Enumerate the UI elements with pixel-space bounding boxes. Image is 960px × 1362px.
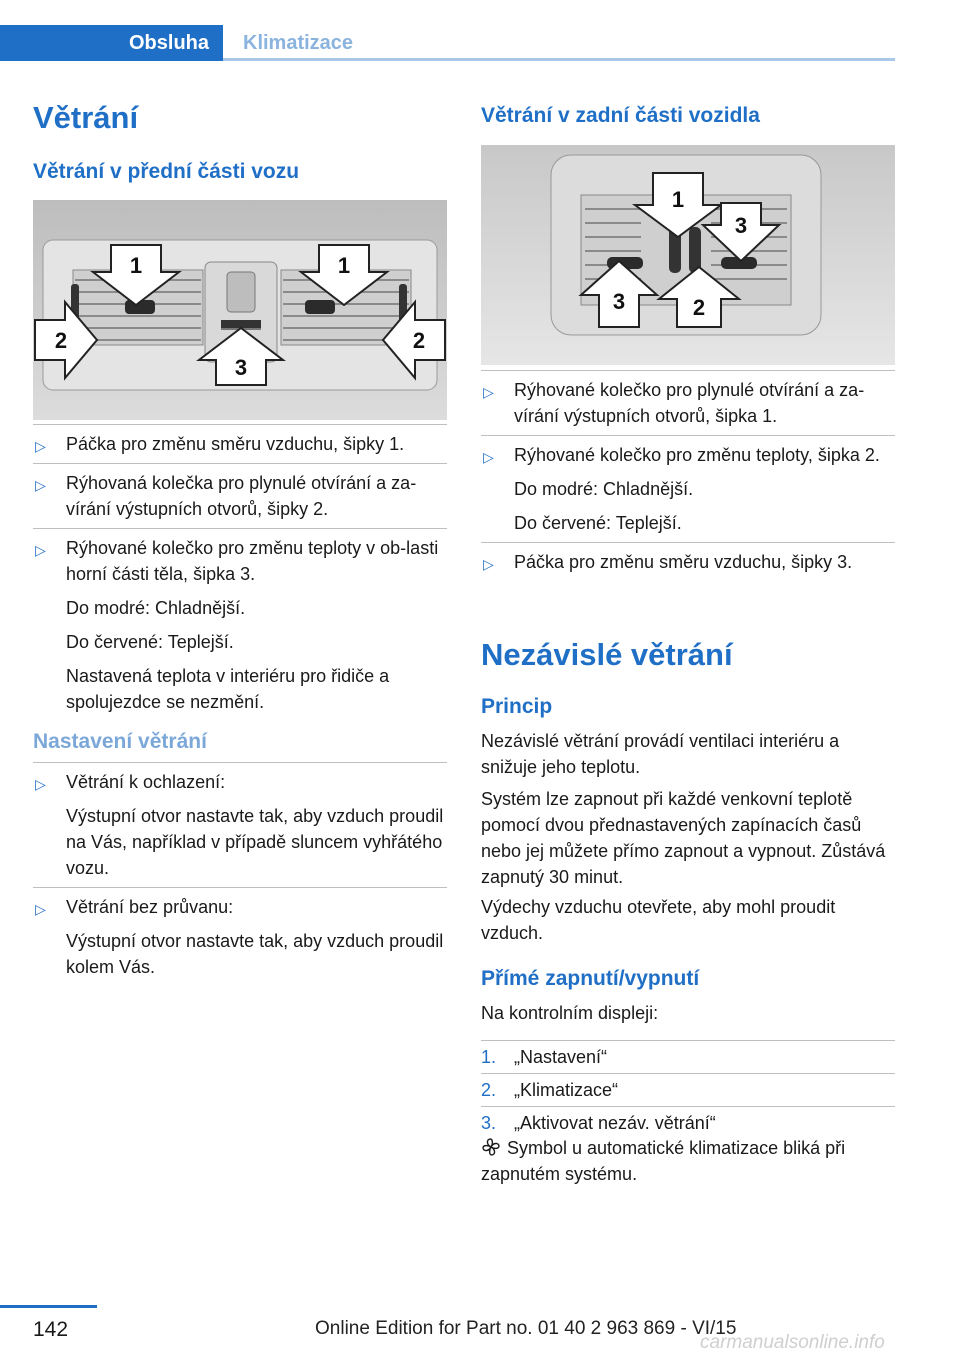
paragraph: Systém lze zapnout při každé venkovní teplotě pomocí dvou přednastavených zapínacích časů nebo jej můžete přímo zapnout a vypnout. Zůstává zapnutý 30 minut.: [481, 789, 886, 887]
list-subtext: Do červené: Teplejší.: [514, 513, 682, 533]
fan-symbol-note: Symbol u automatické klimatizace bliká při zapnutém systému.: [481, 1138, 846, 1184]
ventilation-settings-list: [33, 762, 447, 986]
paragraph: Nezávislé větrání provádí ventilaci interiéru a snižuje jeho teplotu.: [481, 731, 840, 777]
rear-arrow-label: 3: [612, 289, 626, 314]
list-item: ▷ Rýhovaná kolečka pro plynulé otvírání a za‐vírání výstupních otvorů, šipky 2.: [33, 463, 447, 528]
paragraph: Výdechy vzduchu otevřete, aby mohl proudit vzduch.: [481, 897, 836, 943]
bullet-triangle-icon: ▷: [35, 438, 46, 454]
fan-icon: [481, 1137, 501, 1157]
front-arrow-label: 1: [129, 253, 143, 278]
rear-vents-photo: [481, 145, 895, 365]
list-item: ▷ Rýhované kolečko pro změnu teploty v ob‐lasti horní části těla, šipka 3. Do modré: Chladnější. Do červené: Teplejší. Nastavená teplota v interiéru pro řidiče a spolujezdce se nezmění.: [33, 528, 447, 721]
bullet-triangle-icon: ▷: [35, 901, 46, 917]
section-title-independent-ventilation: Nezávislé větrání: [481, 637, 733, 672]
subtitle-ventilation-settings: Nastavení větrání: [33, 730, 207, 753]
subtitle-direct-on-off: Přímé zapnutí/vypnutí: [481, 967, 700, 990]
chapter-tabs: [0, 25, 895, 61]
subtitle-princip: Princip: [481, 695, 553, 718]
tab-klimatizace[interactable]: Klimatizace: [243, 31, 354, 54]
list-subtext: Do modré: Chladnější.: [66, 598, 246, 618]
bullet-triangle-icon: ▷: [35, 477, 46, 493]
rear-vents-illustration: [481, 145, 895, 365]
paragraph: Na kontrolním displeji:: [481, 1003, 659, 1023]
watermark: carmanualsonline.info: [700, 1332, 885, 1353]
subtitle-rear-ventilation: Větrání v zadní části vozidla: [481, 104, 760, 127]
front-arrow-label: 2: [54, 328, 68, 353]
tab-rule: [223, 58, 895, 61]
front-arrow-label: 3: [234, 355, 248, 380]
front-vents-photo: [33, 200, 447, 420]
subtitle-front-ventilation: Větrání v přední části vozu: [33, 160, 300, 183]
list-item: ▷ Rýhované kolečko pro plynulé otvírání a za‐vírání výstupních otvorů, šipka 1.: [481, 370, 895, 435]
bullet-triangle-icon: ▷: [35, 542, 46, 558]
edition-note: Online Edition for Part no. 01 40 2 963 869 - VI/15: [315, 1318, 737, 1339]
front-ventilation-list: [33, 424, 447, 721]
paragraph: [481, 1135, 895, 1187]
list-item: ▷ Páčka pro změnu směru vzduchu, šipky 3.: [481, 542, 895, 581]
bullet-triangle-icon: ▷: [35, 776, 46, 792]
section-title-vetrani: Větrání: [33, 100, 139, 135]
tab-obsluha[interactable]: Obsluha: [0, 25, 223, 61]
front-vents-illustration: [33, 200, 447, 420]
list-item: ▷ Větrání k ochlazení: Výstupní otvor nastavte tak, aby vzduch proudil na Vás, například v případě sluncem vyhřátého vozu.: [33, 762, 447, 887]
rear-arrow-label: 3: [734, 213, 748, 238]
bullet-triangle-icon: ▷: [483, 449, 494, 465]
bullet-triangle-icon: ▷: [483, 556, 494, 572]
list-subtext: Nastavená teplota v interiéru pro řidiče a spolujezdce se nezmění.: [66, 666, 390, 712]
front-arrow-label: 2: [412, 328, 426, 353]
rear-arrow-label: 1: [671, 187, 685, 212]
front-arrow-label: 1: [337, 253, 351, 278]
footer-rule: [0, 1305, 97, 1308]
rear-ventilation-list: [481, 370, 895, 581]
list-subtext: Výstupní otvor nastavte tak, aby vzduch proudil na Vás, například v případě sluncem vyhřátého vozu.: [66, 806, 444, 878]
rear-arrow-label: 2: [692, 295, 706, 320]
list-item: 1. „Nastavení“: [481, 1040, 895, 1073]
list-item: 3. „Aktivovat nezáv. větrání“: [481, 1106, 895, 1139]
list-subtext: Do červené: Teplejší.: [66, 632, 234, 652]
bullet-triangle-icon: ▷: [483, 384, 494, 400]
steps-list: [481, 1040, 895, 1139]
list-item: ▷ Páčka pro změnu směru vzduchu, šipky 1.: [33, 424, 447, 463]
list-item: ▷ Rýhované kolečko pro změnu teploty, šipka 2. Do modré: Chladnější. Do červené: Teplejší.: [481, 435, 895, 542]
list-subtext: Výstupní otvor nastavte tak, aby vzduch proudil kolem Vás.: [66, 931, 444, 977]
list-subtext: Do modré: Chladnější.: [514, 479, 694, 499]
list-item: 2. „Klimatizace“: [481, 1073, 895, 1106]
page-number: 142: [33, 1318, 69, 1341]
list-item: ▷ Větrání bez průvanu: Výstupní otvor nastavte tak, aby vzduch proudil kolem Vás.: [33, 887, 447, 986]
